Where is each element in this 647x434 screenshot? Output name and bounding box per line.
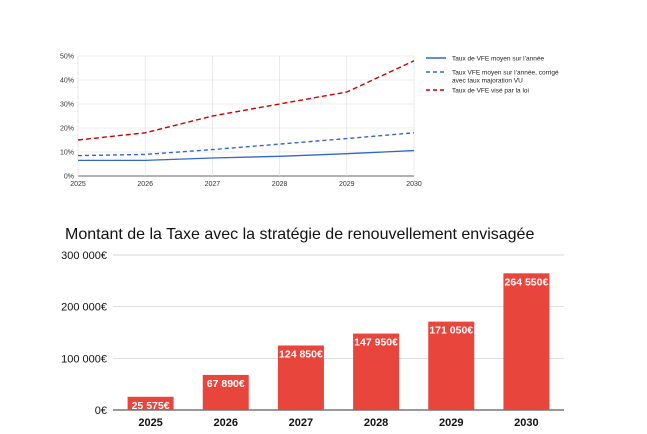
legend-label: Taux de VFE moyen sur l’année <box>452 55 545 63</box>
y-tick-label: 200 000€ <box>61 301 107 314</box>
bar-value-label: 124 850€ <box>279 348 323 361</box>
chart-title: Montant de la Taxe avec la stratégie de renouvellement envisagée <box>65 226 535 243</box>
y-tick-label: 0€ <box>94 405 107 417</box>
y-tick-label: 50% <box>59 53 74 61</box>
x-tick-label: 2029 <box>439 417 464 429</box>
x-tick-label: 2026 <box>137 181 153 188</box>
bar-value-label: 171 050€ <box>429 324 474 337</box>
x-tick-label: 2025 <box>70 181 86 188</box>
x-tick-label: 2029 <box>339 181 355 188</box>
y-tick-label: 20% <box>59 125 74 133</box>
bar <box>503 273 549 410</box>
bar-value-label: 264 550€ <box>504 276 549 289</box>
x-tick-label: 2025 <box>138 417 163 429</box>
legend-label-line: Taux VFE moyen sur l’année, corrigé <box>452 69 559 77</box>
y-tick-label: 300 000€ <box>61 250 107 262</box>
legend-label: Taux de VFE visé par la loi <box>452 87 529 95</box>
y-tick-label: 10% <box>59 149 74 157</box>
x-tick-label: 2028 <box>363 417 389 429</box>
y-tick-label: 0% <box>63 173 74 181</box>
y-tick-label: 40% <box>59 77 74 85</box>
bar-value-label: 147 950€ <box>354 336 398 349</box>
legend-label-line: avec taux majoration VU <box>452 77 523 85</box>
bar-value-label: 25 575€ <box>131 399 170 412</box>
y-tick-label: 100 000€ <box>61 353 107 366</box>
x-tick-label: 2030 <box>406 181 422 188</box>
x-tick-label: 2030 <box>514 417 539 429</box>
x-tick-label: 2028 <box>271 181 288 188</box>
bar-value-label: 67 890€ <box>206 377 245 390</box>
x-tick-label: 2027 <box>204 181 221 188</box>
x-tick-label: 2026 <box>213 417 238 429</box>
x-tick-label: 2027 <box>288 417 314 429</box>
y-tick-label: 30% <box>59 101 74 109</box>
